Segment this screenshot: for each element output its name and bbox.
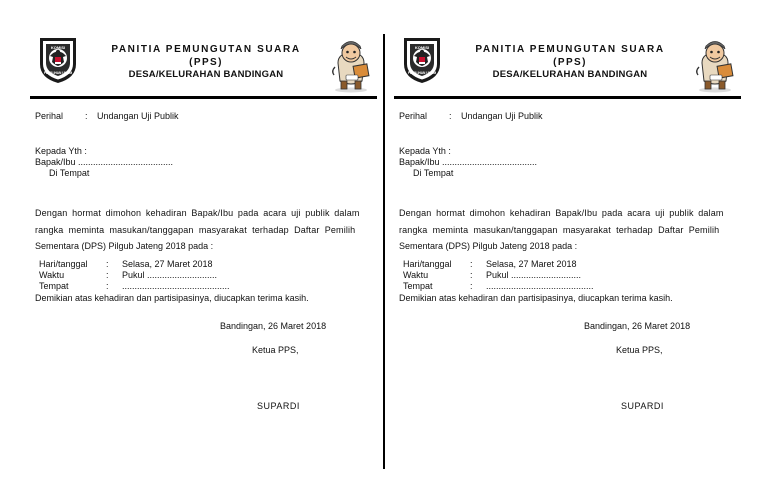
body-paragraph-line: Dengan hormat dimohon kehadiran Bapak/Ibu pada acara uji publik dalam <box>399 208 724 218</box>
signature-title: Ketua PPS, <box>616 345 663 355</box>
recipient-name-line: Bapak/Ibu ...................................... <box>399 157 538 167</box>
kpu-garuda-seal-icon <box>34 34 82 84</box>
perihal-separator: : <box>449 111 452 121</box>
perihal-value: Undangan Uji Publik <box>97 111 179 121</box>
perihal-separator: : <box>85 111 88 121</box>
body-paragraph-line: Dengan hormat dimohon kehadiran Bapak/Ibu pada acara uji publik dalam <box>35 208 360 218</box>
recipient-place: Di Tempat <box>49 168 90 178</box>
body-paragraph-line: Sementara (DPS) Pilgub Jateng 2018 pada : <box>35 241 214 251</box>
kpu-garuda-seal-icon <box>398 34 446 84</box>
invitation-letter-left <box>30 0 390 503</box>
perihal-value: Undangan Uji Publik <box>461 111 543 121</box>
recipient-greeting: Kepada Yth : <box>35 146 87 156</box>
letterhead-line-3: DESA/KELURAHAN BANDINGAN <box>492 69 648 80</box>
letterhead-line-2: (PPS) <box>553 57 587 68</box>
detail-date-value: Selasa, 27 Maret 2018 <box>122 259 213 269</box>
body-paragraph-line: rangka meminta masukan/tanggapan masyarakat terhadap Daftar Pemilih <box>35 225 356 235</box>
detail-date-separator: : <box>470 259 473 269</box>
election-mascot-icon <box>326 37 376 93</box>
closing-sentence: Demikian atas kehadiran dan partisipasinya, diucapkan terima kasih. <box>35 293 309 303</box>
recipient-name-line: Bapak/Ibu ...................................... <box>35 157 174 167</box>
letterhead-line-3: DESA/KELURAHAN BANDINGAN <box>128 69 284 80</box>
detail-place-label: Tempat <box>39 281 69 291</box>
detail-date-value: Selasa, 27 Maret 2018 <box>486 259 577 269</box>
letterhead-line-2: (PPS) <box>189 57 223 68</box>
svg-text:PEMILIHAN UMUM: PEMILIHAN UMUM <box>407 71 437 75</box>
svg-text:PEMILIHAN UMUM: PEMILIHAN UMUM <box>43 71 73 75</box>
signature-name: SUPARDI <box>257 401 300 411</box>
invitation-letter-right <box>394 0 754 503</box>
recipient-place: Di Tempat <box>413 168 454 178</box>
detail-place-value: ........................................... <box>486 281 594 291</box>
closing-sentence: Demikian atas kehadiran dan partisipasinya, diucapkan terima kasih. <box>399 293 673 303</box>
detail-place-separator: : <box>106 281 109 291</box>
signature-place-date: Bandingan, 26 Maret 2018 <box>220 321 327 331</box>
detail-place-separator: : <box>470 281 473 291</box>
perihal-label: Perihal <box>35 111 64 121</box>
letterhead-line-1: PANITIA PEMUNGUTAN SUARA <box>475 44 665 55</box>
body-paragraph-line: rangka meminta masukan/tanggapan masyarakat terhadap Daftar Pemilih <box>399 225 720 235</box>
detail-time-value: Pukul ............................ <box>122 270 218 280</box>
letterhead <box>394 32 744 94</box>
detail-time-separator: : <box>106 270 109 280</box>
detail-time-label: Waktu <box>403 270 429 280</box>
detail-time-separator: : <box>470 270 473 280</box>
letterhead <box>30 32 380 94</box>
detail-date-label: Hari/tanggal <box>403 259 452 269</box>
letterhead-line-1: PANITIA PEMUNGUTAN SUARA <box>111 44 301 55</box>
recipient-greeting: Kepada Yth : <box>399 146 451 156</box>
detail-place-label: Tempat <box>403 281 433 291</box>
signature-title: Ketua PPS, <box>252 345 299 355</box>
letterhead-rule <box>394 96 741 99</box>
signature-name: SUPARDI <box>621 401 664 411</box>
signature-place-date: Bandingan, 26 Maret 2018 <box>584 321 691 331</box>
detail-place-value: ........................................... <box>122 281 230 291</box>
detail-date-label: Hari/tanggal <box>39 259 88 269</box>
svg-text:KOMISI: KOMISI <box>50 45 66 50</box>
detail-time-value: Pukul ............................ <box>486 270 582 280</box>
svg-text:KOMISI: KOMISI <box>414 45 430 50</box>
detail-time-label: Waktu <box>39 270 65 280</box>
letterhead-rule <box>30 96 377 99</box>
body-paragraph-line: Sementara (DPS) Pilgub Jateng 2018 pada : <box>399 241 578 251</box>
election-mascot-icon <box>690 37 740 93</box>
perihal-label: Perihal <box>399 111 428 121</box>
detail-date-separator: : <box>106 259 109 269</box>
